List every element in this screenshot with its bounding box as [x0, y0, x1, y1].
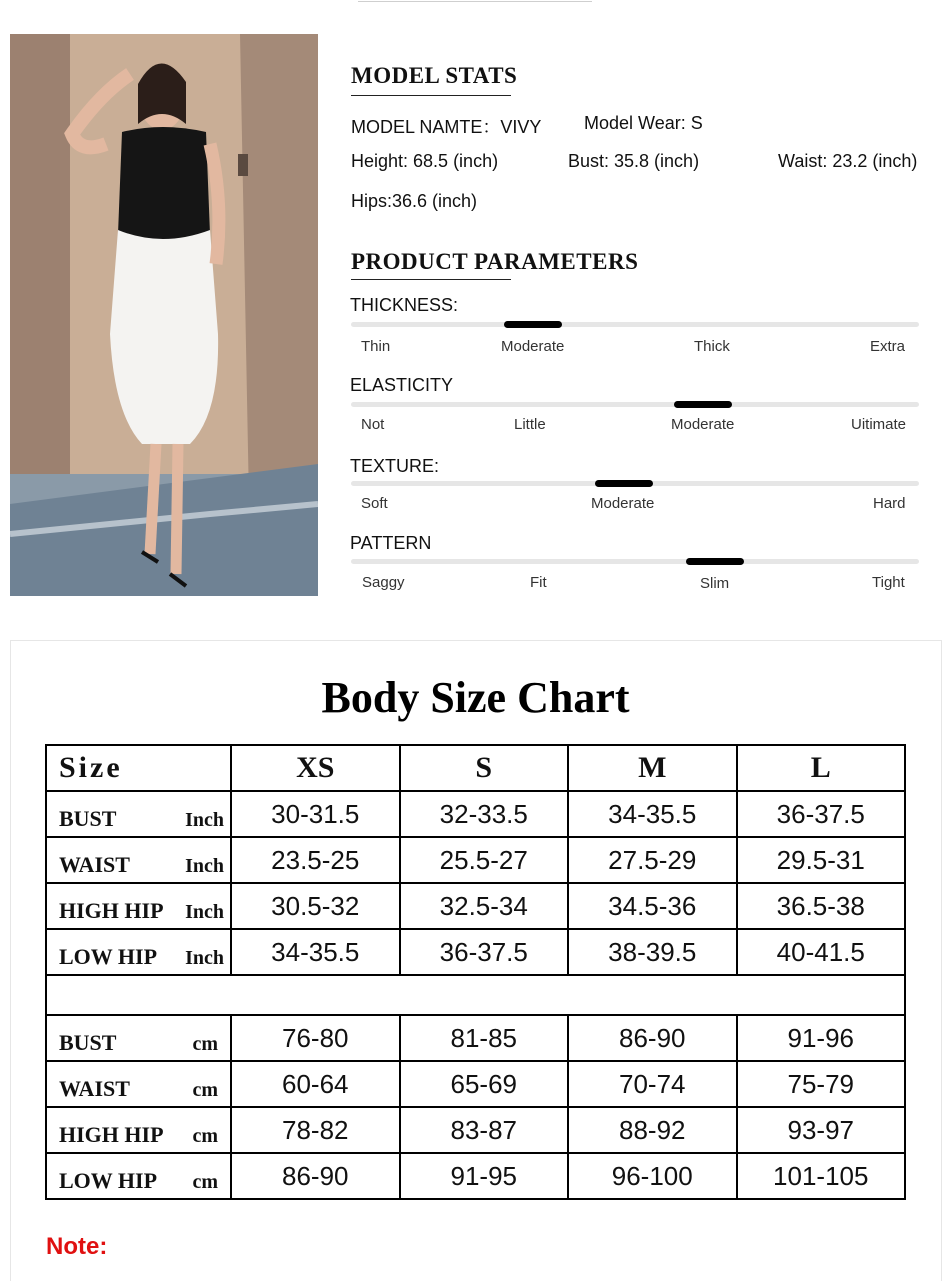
pattern-tick: Fit	[530, 574, 547, 591]
texture-tick: Soft	[361, 495, 388, 512]
table-cell: 40-41.5	[737, 929, 906, 975]
size-header-cell: M	[568, 745, 737, 791]
row-label	[46, 1015, 231, 1061]
table-row	[46, 1107, 905, 1153]
note-label: Note:	[46, 1233, 108, 1260]
row-label	[46, 791, 231, 837]
size-chart-table	[45, 744, 906, 1200]
measure-name: LOW HIP	[59, 1168, 158, 1193]
model-name: MODEL NAMTE：VIVY	[351, 117, 542, 137]
row-label	[46, 1061, 231, 1107]
size-header-row	[46, 745, 905, 791]
model-photo	[10, 34, 318, 596]
top-divider	[358, 1, 592, 2]
table-cell: 81-85	[400, 1015, 569, 1061]
measure-name: BUST	[59, 1030, 117, 1055]
measure-name: LOW HIP	[59, 944, 158, 969]
elasticity-scale	[351, 402, 919, 407]
table-cell: 36-37.5	[400, 929, 569, 975]
pattern-level-marker	[686, 558, 744, 565]
pattern-scale	[351, 559, 919, 564]
pattern-label: PATTERN	[350, 533, 432, 553]
texture-level-marker	[595, 480, 653, 487]
texture-tick: Moderate	[591, 495, 655, 512]
table-cell: 36-37.5	[737, 791, 906, 837]
table-row	[46, 1061, 905, 1107]
product-parameters-underline	[351, 279, 511, 280]
pattern-tick: Tight	[872, 574, 905, 591]
texture-tick: Hard	[873, 495, 906, 512]
measure-name: HIGH HIP	[59, 898, 164, 923]
table-row	[46, 929, 905, 975]
elasticity-tick: Little	[514, 416, 546, 433]
size-header-label: Size	[46, 745, 231, 791]
thickness-tick: Thin	[361, 338, 391, 355]
row-label	[46, 1107, 231, 1153]
thickness-level-marker	[504, 321, 562, 328]
model-bust: Bust: 35.8 (inch)	[568, 151, 700, 171]
model-hips: Hips:36.6 (inch)	[351, 191, 478, 211]
thickness-tick: Thick	[694, 338, 730, 355]
table-cell: 75-79	[737, 1061, 906, 1107]
table-cell: 70-74	[568, 1061, 737, 1107]
table-cell: 32.5-34	[400, 883, 569, 929]
pattern-tick: Saggy	[362, 574, 405, 591]
product-parameters-title: PRODUCT PARAMETERS	[351, 249, 639, 274]
measure-name: WAIST	[59, 1076, 130, 1101]
thickness-label: THICKNESS:	[350, 295, 459, 315]
size-chart-title: Body Size Chart	[321, 673, 630, 722]
elasticity-tick: Moderate	[671, 416, 735, 433]
table-spacer-row	[46, 975, 905, 1015]
table-row	[46, 1153, 905, 1199]
table-cell: 23.5-25	[231, 837, 400, 883]
spacer-cell	[46, 975, 905, 1015]
measure-unit: Inch	[185, 901, 224, 923]
elasticity-tick: Not	[361, 416, 385, 433]
thickness-scale	[351, 322, 919, 327]
table-cell: 86-90	[231, 1153, 400, 1199]
row-label	[46, 929, 231, 975]
table-cell: 30-31.5	[231, 791, 400, 837]
elasticity-tick: Uitimate	[851, 416, 907, 433]
table-row	[46, 837, 905, 883]
model-height: Height: 68.5 (inch)	[351, 151, 499, 171]
table-cell: 93-97	[737, 1107, 906, 1153]
table-cell: 30.5-32	[231, 883, 400, 929]
pattern-tick: Slim	[700, 575, 730, 592]
table-cell: 96-100	[568, 1153, 737, 1199]
row-label	[46, 883, 231, 929]
table-row	[46, 1015, 905, 1061]
table-cell: 86-90	[568, 1015, 737, 1061]
texture-scale	[351, 481, 919, 486]
table-cell: 91-95	[400, 1153, 569, 1199]
table-cell: 38-39.5	[568, 929, 737, 975]
table-cell: 78-82	[231, 1107, 400, 1153]
texture-label: TEXTURE:	[350, 456, 440, 476]
measure-unit: cm	[192, 1033, 218, 1055]
table-cell: 83-87	[400, 1107, 569, 1153]
table-cell: 101-105	[737, 1153, 906, 1199]
table-cell: 27.5-29	[568, 837, 737, 883]
model-waist: Waist: 23.2 (inch)	[778, 151, 918, 171]
table-row	[46, 883, 905, 929]
row-label	[46, 1153, 231, 1199]
table-cell: 32-33.5	[400, 791, 569, 837]
thickness-tick: Moderate	[501, 338, 565, 355]
model-stats-title: MODEL STATS	[351, 63, 518, 88]
measure-name: HIGH HIP	[59, 1122, 164, 1147]
measure-unit: Inch	[185, 809, 224, 831]
measure-unit: cm	[192, 1079, 218, 1101]
measure-unit: cm	[192, 1171, 218, 1193]
table-row	[46, 791, 905, 837]
measure-name: BUST	[59, 806, 117, 831]
elasticity-label: ELASTICITY	[350, 375, 454, 395]
table-cell: 88-92	[568, 1107, 737, 1153]
measure-name: WAIST	[59, 852, 130, 877]
model-stats-underline	[351, 95, 511, 96]
table-cell: 76-80	[231, 1015, 400, 1061]
table-cell: 34-35.5	[568, 791, 737, 837]
size-header-cell: L	[737, 745, 906, 791]
table-cell: 36.5-38	[737, 883, 906, 929]
measure-unit: Inch	[185, 947, 224, 969]
table-cell: 91-96	[737, 1015, 906, 1061]
table-cell: 65-69	[400, 1061, 569, 1107]
measure-unit: cm	[192, 1125, 218, 1147]
table-cell: 25.5-27	[400, 837, 569, 883]
elasticity-level-marker	[674, 401, 732, 408]
size-header-cell: S	[400, 745, 569, 791]
table-cell: 29.5-31	[737, 837, 906, 883]
row-label	[46, 837, 231, 883]
table-cell: 60-64	[231, 1061, 400, 1107]
measure-unit: Inch	[185, 855, 224, 877]
model-wear: Model Wear: S	[584, 113, 703, 133]
size-header-cell: XS	[231, 745, 400, 791]
table-cell: 34-35.5	[231, 929, 400, 975]
table-cell: 34.5-36	[568, 883, 737, 929]
thickness-tick: Extra	[870, 338, 906, 355]
